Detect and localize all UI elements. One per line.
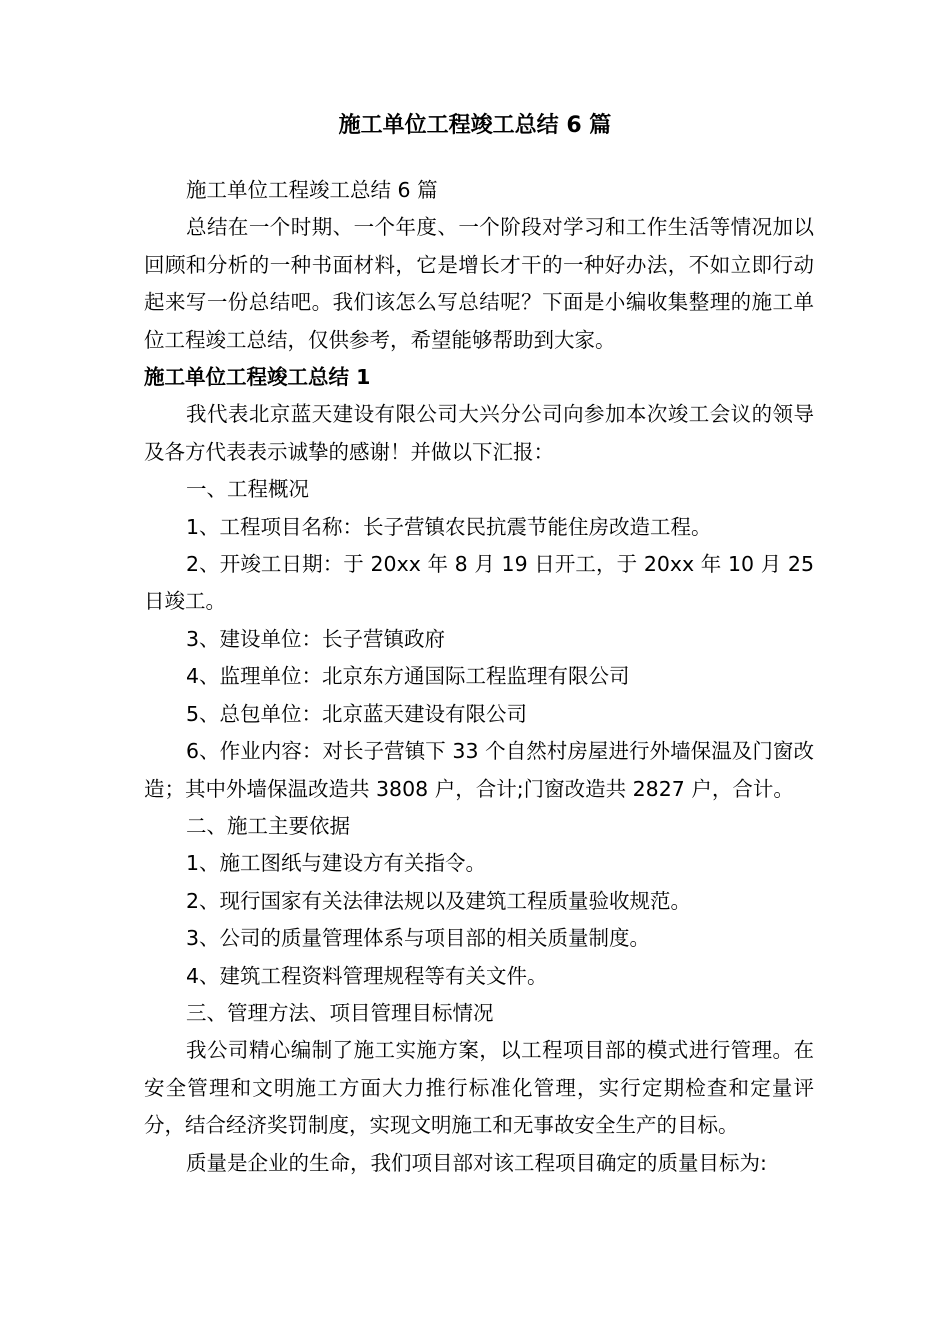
list-item-supervisor: 4、监理单位：北京东方通国际工程监理有限公司: [186, 664, 630, 689]
paragraph-quality: 质量是企业的生命，我们项目部对该工程项目确定的质量目标为:: [186, 1150, 767, 1175]
section-heading-1: 施工单位工程竣工总结 1: [144, 365, 371, 390]
list-item-basis-3: 3、公司的质量管理体系与项目部的相关质量制度。: [186, 926, 651, 951]
subheading-basis: 二、施工主要依据: [186, 813, 350, 838]
subheading-project-overview: 一、工程概况: [186, 477, 309, 502]
list-item-owner: 3、建设单位：长子营镇政府: [186, 626, 446, 651]
document-body: [144, 172, 814, 1182]
list-item-basis-2: 2、现行国家有关法律法规以及建筑工程质量验收规范。: [186, 888, 692, 913]
list-item-project-name: 1、工程项目名称：长子营镇农民抗震节能住房改造工程。: [186, 514, 712, 539]
paragraph-subtitle: 施工单位工程竣工总结 6 篇: [186, 178, 438, 202]
paragraph-thanks: 我代表北京蓝天建设有限公司大兴分公司向参加本次竣工会议的领导及各方代表表示诚挚的感谢！并做以下汇报：: [144, 402, 814, 464]
subheading-management: 三、管理方法、项目管理目标情况: [186, 1000, 494, 1025]
list-item-basis-4: 4、建筑工程资料管理规程等有关文件。: [186, 963, 548, 988]
list-item-contractor: 5、总包单位：北京蓝天建设有限公司: [186, 701, 528, 726]
list-item-basis-1: 1、施工图纸与建设方有关指令。: [186, 851, 487, 876]
paragraph-intro: 总结在一个时期、一个年度、一个阶段对学习和工作生活等情况加以回顾和分析的一种书面材料，它是增长才干的一种好办法，不如立即行动起来写一份总结吧。我们该怎么写总结呢？下面是小编收集整理的施工单位工程竣工总结，仅供参考，希望能够帮助到大家。: [144, 215, 814, 352]
list-item-dates: 2、开竣工日期：于 20xx 年 8 月 19 日开工，于 20xx 年 10 月 25 日竣工。: [144, 552, 814, 614]
paragraph-management: 我公司精心编制了施工实施方案，以工程项目部的模式进行管理。在安全管理和文明施工方面大力推行标准化管理，实行定期检查和定量评分，结合经济奖罚制度，实现文明施工和无事故安全生产的目标。: [144, 1038, 814, 1138]
list-item-work-scope: 6、作业内容：对长子营镇下 33 个自然村房屋进行外墙保温及门窗改造；其中外墙保温改造共 3808 户，合计;门窗改造共 2827 户，合计。: [144, 739, 814, 801]
document-title: 施工单位工程竣工总结 6 篇: [338, 113, 612, 138]
